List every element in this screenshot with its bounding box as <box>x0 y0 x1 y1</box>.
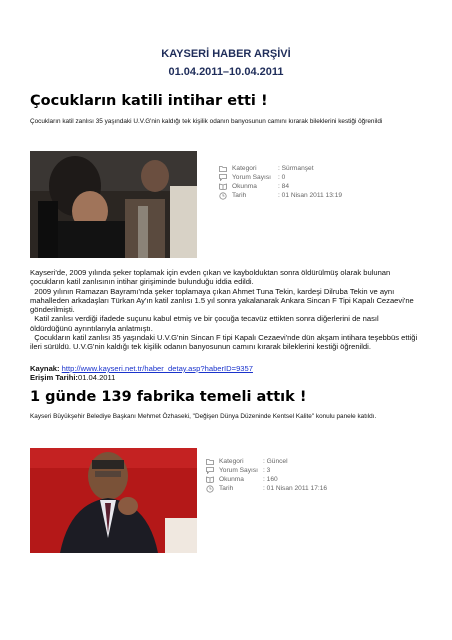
meta-row <box>218 182 342 191</box>
meta-label: Okunma <box>232 183 257 190</box>
meta-label: Tarih <box>232 192 247 199</box>
meta-row <box>218 173 342 182</box>
access-line <box>30 373 422 382</box>
article1-source <box>30 364 422 383</box>
meta-row <box>218 164 342 173</box>
meta-row <box>205 457 327 466</box>
folder-icon <box>205 458 215 465</box>
article1-body <box>30 268 422 352</box>
archive-title: KAYSERİ HABER ARŞİVİ <box>161 48 291 60</box>
meta-value: : 160 <box>263 476 278 483</box>
paragraph: Katil zanlısı verdiği ifadede suçunu kabul etmiş ve bir çocuğa tecavüz ettikten sonra diğerlerini de nasıl öldürdüğünü ayrıntılarıyla anlatmıştı. <box>30 314 381 333</box>
folder-icon <box>218 165 228 172</box>
meta-value: : Güncel <box>263 458 288 465</box>
meta-value: : 01 Nisan 2011 13:19 <box>278 192 343 199</box>
meta-row <box>205 475 327 484</box>
archive-date-range: 01.04.2011–10.04.2011 <box>168 66 284 78</box>
meta-row <box>205 484 327 493</box>
meta-label: Tarih <box>219 485 234 492</box>
article1-summary: Çocukların katil zanlısı 35 yaşındaki U.V.G'nin kaldığı tek kişilik odanın banyosunun camını kırarak bileklerini kestiği öğrenildi <box>30 118 383 125</box>
clock-icon <box>218 192 228 200</box>
article2-title: 1 günde 139 fabrika temeli attık ! <box>30 389 307 405</box>
source-line <box>30 364 422 373</box>
meta-value: : 01 Nisan 2011 17:16 <box>263 485 328 492</box>
comment-icon <box>205 467 215 474</box>
meta-label: Yorum Sayısı <box>219 467 258 474</box>
article1-photo <box>30 151 197 258</box>
meta-value: : 84 <box>278 183 289 190</box>
meta-label: Yorum Sayısı <box>232 174 271 181</box>
article2-meta <box>205 457 327 493</box>
meta-row <box>205 466 327 475</box>
book-icon <box>218 183 228 190</box>
meta-value: : 3 <box>263 467 271 474</box>
meta-label: Okunma <box>219 476 244 483</box>
meta-value: : 0 <box>278 174 286 181</box>
meta-label: Kategori <box>232 165 257 172</box>
meta-label: Kategori <box>219 458 244 465</box>
meta-value: : Sürmanşet <box>278 165 314 172</box>
article1-meta <box>218 164 342 200</box>
meta-row <box>218 191 342 200</box>
article2-summary: Kayseri Büyükşehir Belediye Başkanı Mehmet Özhaseki, "Değişen Dünya Düzeninde Kentsel Kalite" konulu panele katıldı. <box>30 413 377 420</box>
clock-icon <box>205 485 215 493</box>
paragraph: 2009 yılının Ramazan Bayramı'nda şeker toplamaya çıkan Ahmet Tuna Tekin, kardeşi Dilruba Tekin ve aynı mahalleden arkadaşları Türkan Ay'ın katil zanlısı 1.5 yıl sonra yakalanarak Ankara Sincan F Tipi Kapalı Cezaevi'ne gönderilmişti. <box>30 286 416 315</box>
article2-photo <box>30 448 197 553</box>
comment-icon <box>218 174 228 181</box>
paragraph: Kayseri'de, 2009 yılında şeker toplamak için evden çıkan ve kaybolduktan sonra öldürülmüş olarak bulunan çocukların katil zanlısının intihar girişiminde bulunduğu iddia edildi. <box>30 268 393 287</box>
source-label: Kaynak: <box>30 364 60 373</box>
source-link[interactable]: http://www.kayseri.net.tr/haber_detay.asp?haberID=9357 <box>61 364 253 373</box>
access-date: 01.04.2011 <box>77 373 116 383</box>
book-icon <box>205 476 215 483</box>
article1-title: Çocukların katili intihar etti ! <box>30 93 268 109</box>
access-label: Erişim Tarihi: <box>30 373 78 383</box>
paragraph: Çocukların katil zanlısı 35 yaşındaki U.V.G'nin Sincan F tipi Kapalı Cezaevi'nde dün akşam intihara teşebbüs ettiği ileri sürüldü. U.V.G'nin kaldığı tek kişilik odanın banyosunun camını kırarak bileklerini kestiği öğrenildi. <box>30 333 420 352</box>
